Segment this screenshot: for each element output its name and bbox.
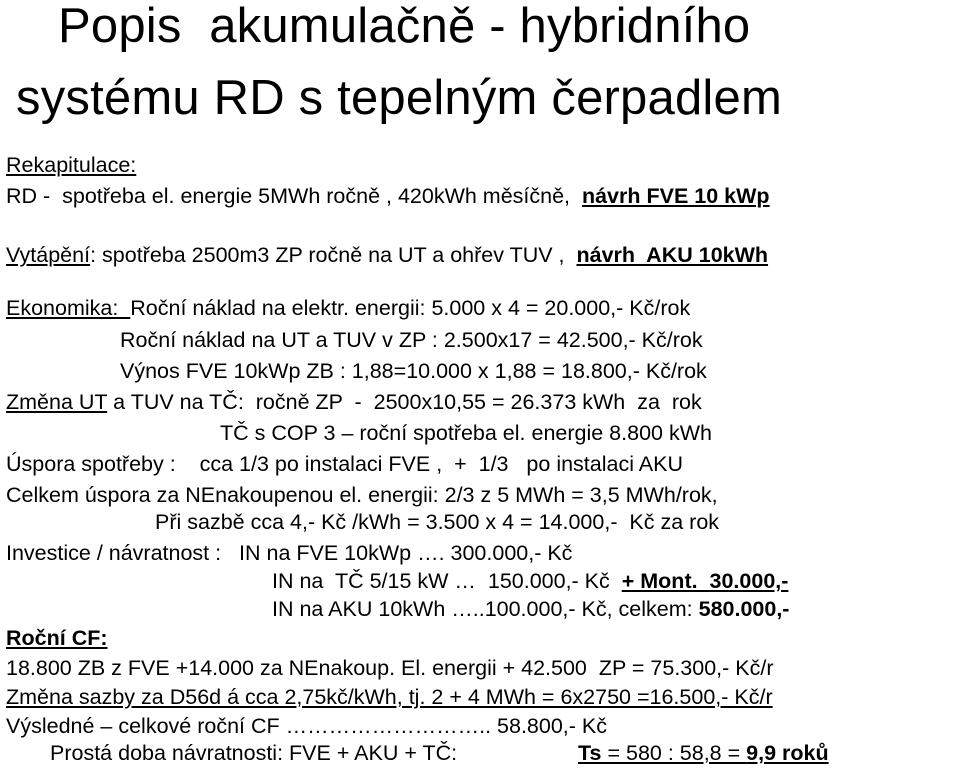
- recap-rd-line: [6, 186, 770, 208]
- recap-rd-proposal: návrh FVE 10 kWp: [581, 184, 770, 208]
- investment-total: 580.000,-: [698, 597, 790, 621]
- recap-heating-label: Vytápění: [6, 243, 91, 267]
- page-title-line-2: systému RD s tepelným čerpadlem: [16, 71, 782, 125]
- recap-heating-text: : spotřeba 2500m3 ZP ročně na UT a ohřev TUV ,: [90, 243, 577, 267]
- annual-cf-line-1: 18.800 ZB z FVE +14.000 za NEnakoup. El. energii + 42.500 ZP = 75.300,- Kč/r: [6, 656, 774, 680]
- economics-rate-line: Při sazbě cca 4,- Kč /kWh = 3.500 x 4 = 14.000,- Kč za rok: [155, 510, 720, 534]
- recap-heating-proposal: návrh AKU 10kWh: [576, 243, 769, 267]
- recap-heating-line: [6, 245, 768, 267]
- payback-formula: = 580 : 58,8 =: [601, 741, 747, 765]
- investment-label: Investice / návratnost :: [6, 541, 240, 565]
- investment-fve: IN na FVE 10kWp …. 300.000,- Kč: [239, 541, 573, 565]
- payback-years: 9,9 roků: [746, 741, 829, 765]
- economics-heating-cost: Roční náklad na UT a TUV v ZP : 2.500x17 = 42.500,- Kč/rok: [120, 328, 703, 352]
- investment-tc: IN na TČ 5/15 kW … 150.000,- Kč: [272, 569, 622, 593]
- investment-mount: + Mont. 30.000,-: [621, 569, 789, 593]
- annual-cf-line-3: Výsledné – celkové roční CF ……………………….. 58.800,- Kč: [6, 714, 608, 738]
- economics-electricity-cost: Roční náklad na elektr. energii: 5.000 x 4 = 20.000,- Kč/rok: [130, 296, 691, 320]
- economics-fve-yield: Výnos FVE 10kWp ZB : 1,88=10.000 x 1,88 = 18.800,- Kč/rok: [120, 359, 707, 383]
- economics-total-saving: Celkem úspora za NEnakoupenou el. energii: 2/3 z 5 MWh = 3,5 MWh/rok,: [6, 483, 718, 507]
- payback-label: Prostá doba návratnosti: FVE + AKU + TČ:: [50, 741, 458, 765]
- economics-change-text: a TUV na TČ: ročně ZP - 2500x10,55 = 26.373 kWh za rok: [107, 390, 702, 414]
- recap-heading: Rekapitulace:: [6, 153, 137, 177]
- investment-line-2: [272, 571, 788, 593]
- investment-line-1: [6, 543, 572, 565]
- annual-cf-line-2: Změna sazby za D56d á cca 2,75kč/kWh, tj. 2 + 4 MWh = 6x2750 =16.500,- Kč/r: [6, 685, 773, 709]
- economics-line-1: [6, 298, 690, 320]
- recap-rd-label: RD -: [6, 184, 51, 208]
- economics-change-label: Změna UT: [6, 390, 108, 414]
- recap-rd-text: spotřeba el. energie 5MWh ročně , 420kWh měsíčně,: [50, 184, 582, 208]
- economics-change-line: [6, 392, 702, 414]
- economics-label: Ekonomika:: [6, 296, 131, 320]
- economics-cop-line: TČ s COP 3 – roční spotřeba el. energie 8.800 kWh: [220, 421, 712, 445]
- economics-saving-line: Úspora spotřeby : cca 1/3 po instalaci FVE , + 1/3 po instalaci AKU: [6, 452, 683, 476]
- payback-ts: Ts: [578, 741, 602, 765]
- investment-aku: IN na AKU 10kWh …..100.000,- Kč, celkem:: [272, 597, 699, 621]
- payback-result-line: [578, 743, 829, 765]
- page-title-line-1: Popis akumulačně - hybridního: [58, 0, 751, 53]
- investment-line-3: [272, 599, 789, 621]
- annual-cf-heading: Roční CF:: [6, 626, 108, 650]
